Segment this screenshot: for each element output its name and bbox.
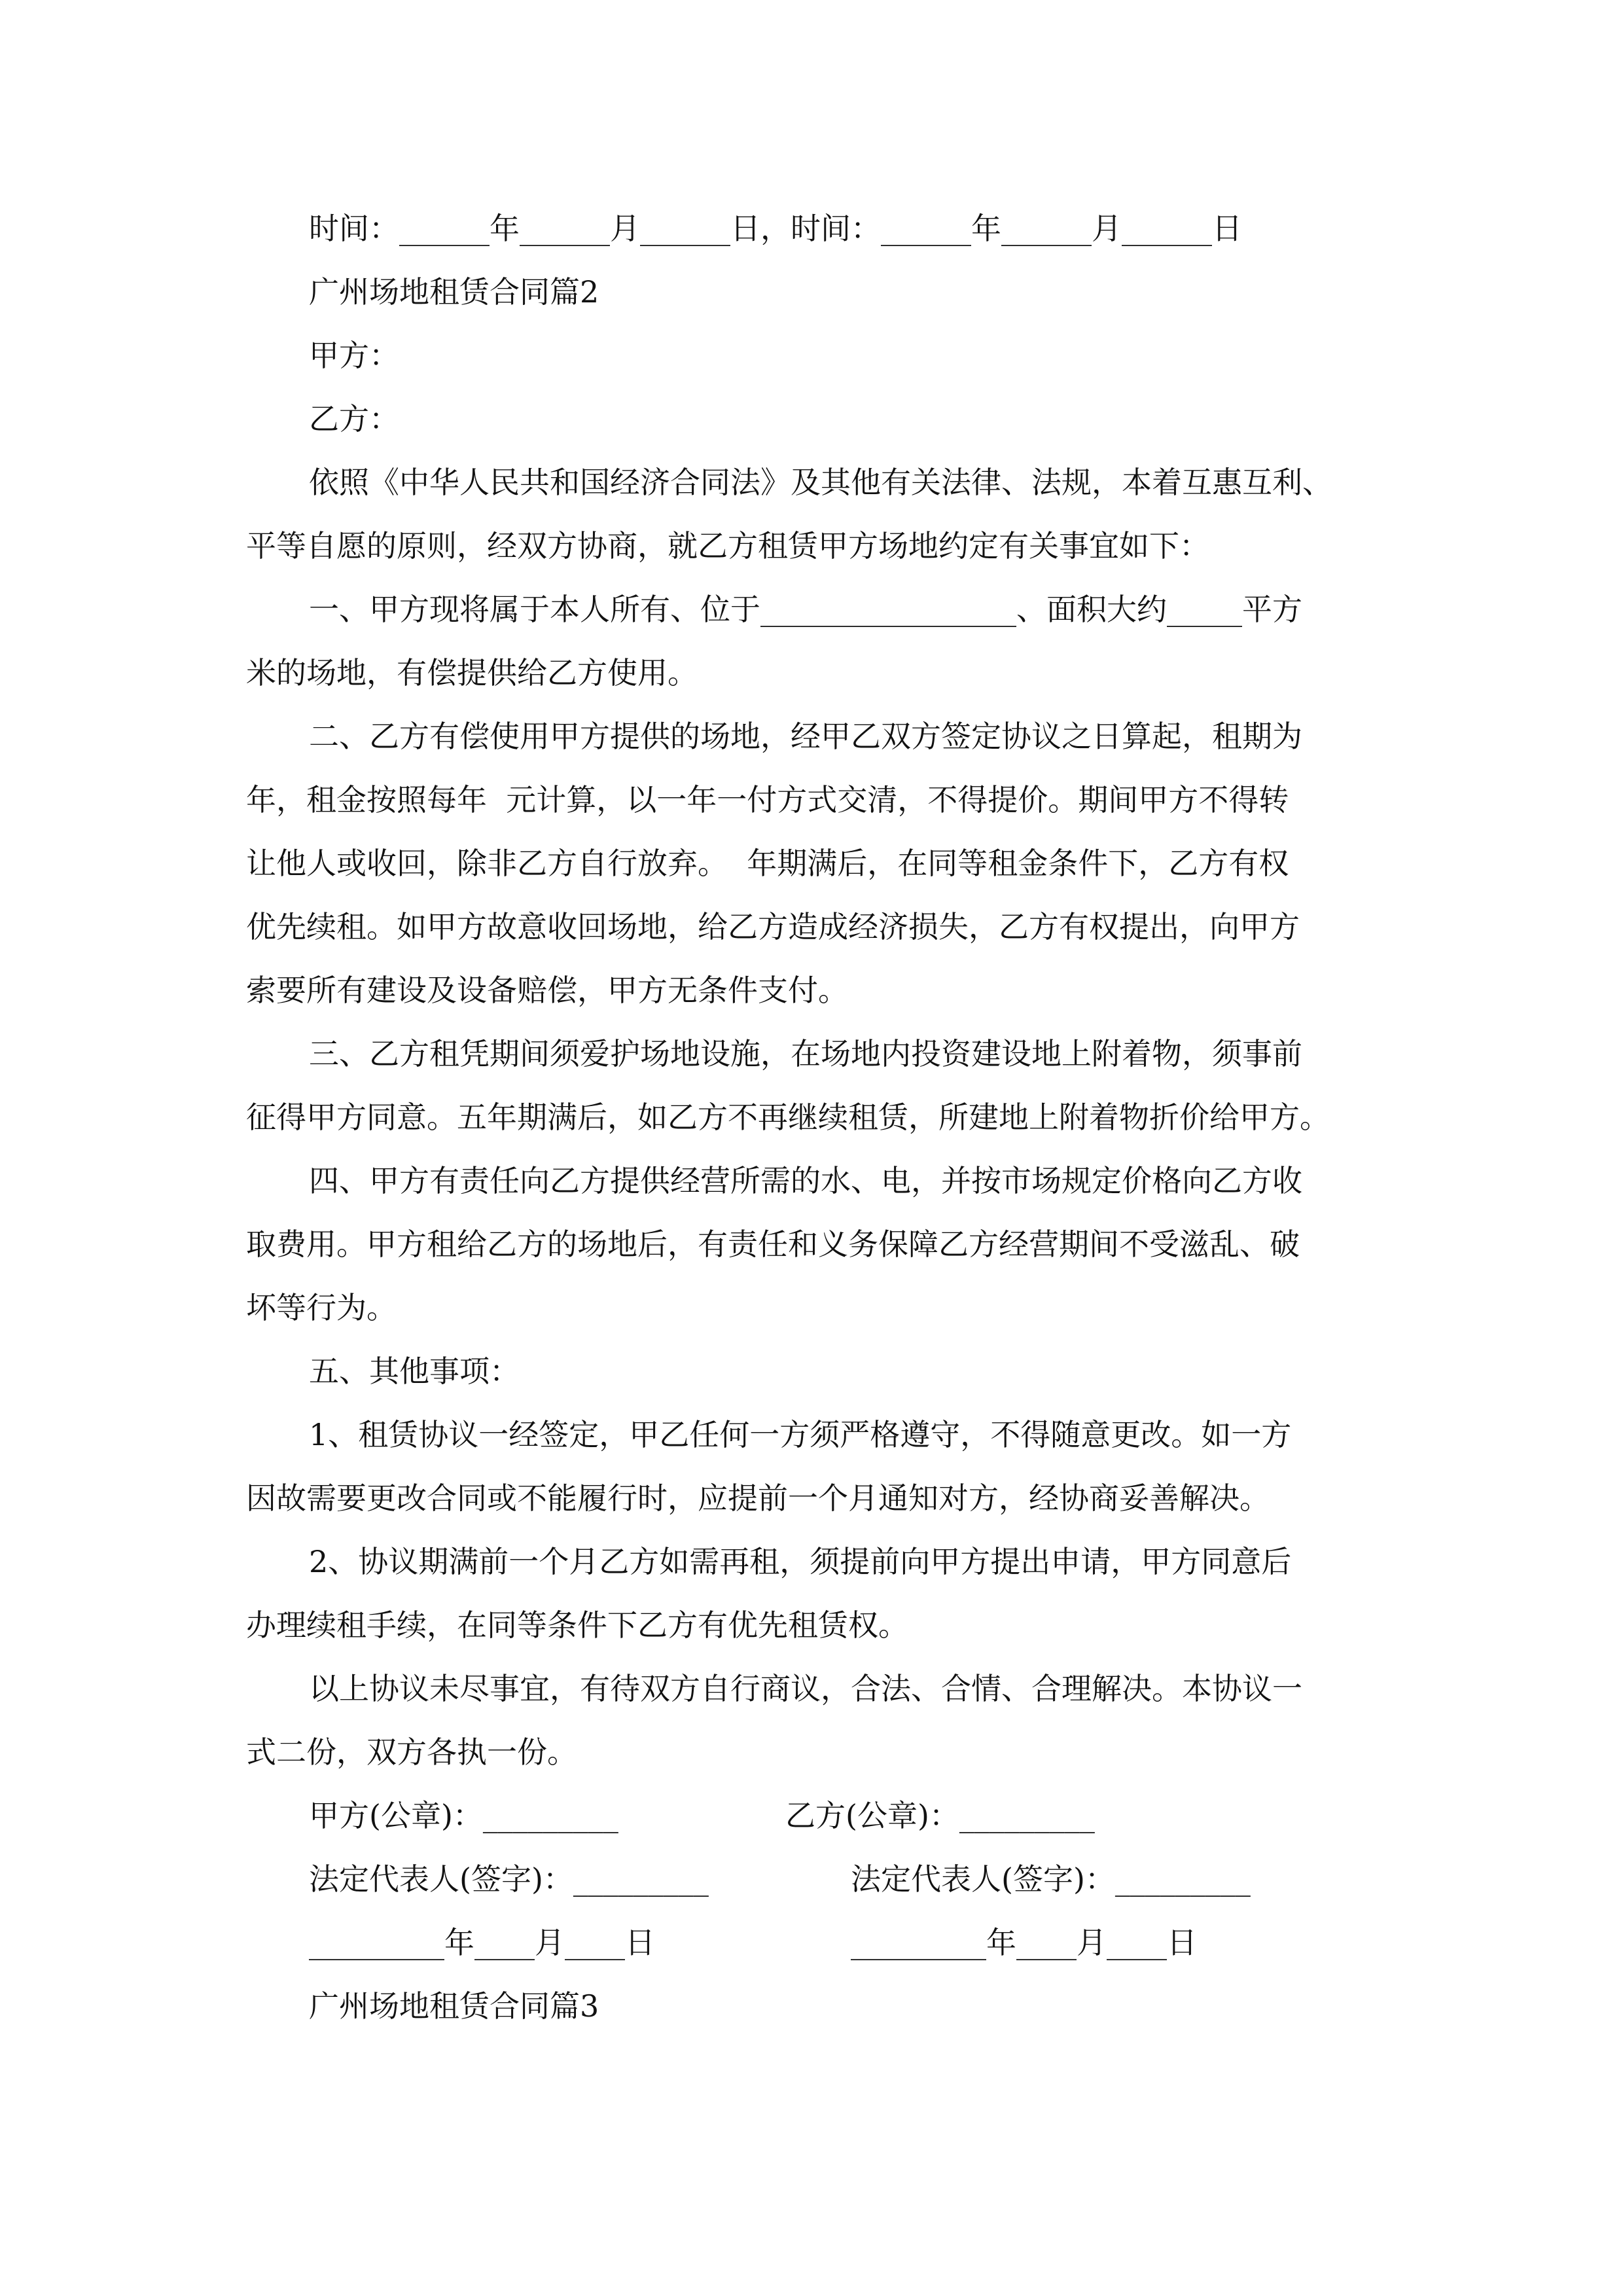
- signature-seal-party-b: 乙方(公章)：_________: [785, 1798, 1095, 1833]
- section-2-heading: 广州场地租赁合同篇2: [309, 274, 599, 310]
- party-a-label: 甲方：: [309, 338, 399, 373]
- closing-line-2: 式二份，双方各执一份。: [246, 1734, 577, 1770]
- clause-1-line-1: 一、甲方现将属于本人所有、位于_________________、面积大约_____平方: [309, 592, 1302, 627]
- clause-3-line-1: 三、乙方租凭期间须爱护场地设施，在场地内投资建设地上附着物，须事前: [309, 1036, 1302, 1071]
- intro-line-1: 依照《中华人民共和国经济合同法》及其他有关法律、法规，本着互惠互利、: [309, 465, 1332, 500]
- clause-2-line-2: 年，租金按照每年 元计算，以一年一付方式交清，不得提价。期间甲方不得转: [246, 782, 1289, 817]
- clause-2-line-5: 索要所有建设及设备赔偿，甲方无条件支付。: [246, 973, 848, 1008]
- closing-line-1: 以上协议未尽事宜，有待双方自行商议，合法、合情、合理解决。本协议一: [309, 1671, 1302, 1706]
- item-2-line-1: 2、协议期满前一个月乙方如需再租，须提前向甲方提出申请，甲方同意后: [309, 1544, 1292, 1579]
- item-1-line-1: 1、租赁协议一经签定，甲乙任何一方须严格遵守，不得随意更改。如一方: [309, 1417, 1292, 1452]
- section-3-heading: 广州场地租赁合同篇3: [309, 1988, 599, 2024]
- signature-rep-party-b: 法定代表人(签字)：_________: [851, 1861, 1251, 1897]
- clause-1-line-2: 米的场地，有偿提供给乙方使用。: [246, 655, 698, 691]
- signature-date-party-a: _________年____月____日: [309, 1925, 655, 1960]
- clause-2-line-1: 二、乙方有偿使用甲方提供的场地，经甲乙双方签定协议之日算起，租期为: [309, 719, 1302, 754]
- clause-3-line-2: 征得甲方同意。五年期满后，如乙方不再继续租赁，所建地上附着物折价给甲方。: [246, 1100, 1330, 1135]
- clause-4-line-2: 取费用。甲方租给乙方的场地后，有责任和义务保障乙方经营期间不受滋乱、破: [246, 1227, 1300, 1262]
- clause-5-title: 五、其他事项：: [309, 1354, 520, 1389]
- item-2-line-2: 办理续租手续，在同等条件下乙方有优先租赁权。: [246, 1607, 908, 1643]
- clause-4-line-1: 四、甲方有责任向乙方提供经营所需的水、电，并按市场规定价格向乙方收: [309, 1163, 1302, 1198]
- signature-seal-party-a: 甲方(公章)：_________: [309, 1798, 618, 1833]
- date-line: 时间：______年______月______日，时间：______年______月______日: [309, 211, 1242, 246]
- item-1-line-2: 因故需要更改合同或不能履行时，应提前一个月通知对方，经协商妥善解决。: [246, 1480, 1270, 1516]
- party-b-label: 乙方：: [309, 401, 399, 437]
- signature-date-party-b: _________年____月____日: [851, 1925, 1197, 1960]
- clause-2-line-3: 让他人或收回，除非乙方自行放弃。 年期满后，在同等租金条件下，乙方有权: [246, 846, 1289, 881]
- clause-2-line-4: 优先续租。如甲方故意收回场地，给乙方造成经济损失，乙方有权提出，向甲方: [246, 909, 1300, 944]
- intro-line-2: 平等自愿的原则，经双方协商，就乙方租赁甲方场地约定有关事宜如下：: [246, 528, 1209, 564]
- clause-4-line-3: 坏等行为。: [246, 1290, 397, 1325]
- signature-rep-party-a: 法定代表人(签字)：_________: [309, 1861, 709, 1897]
